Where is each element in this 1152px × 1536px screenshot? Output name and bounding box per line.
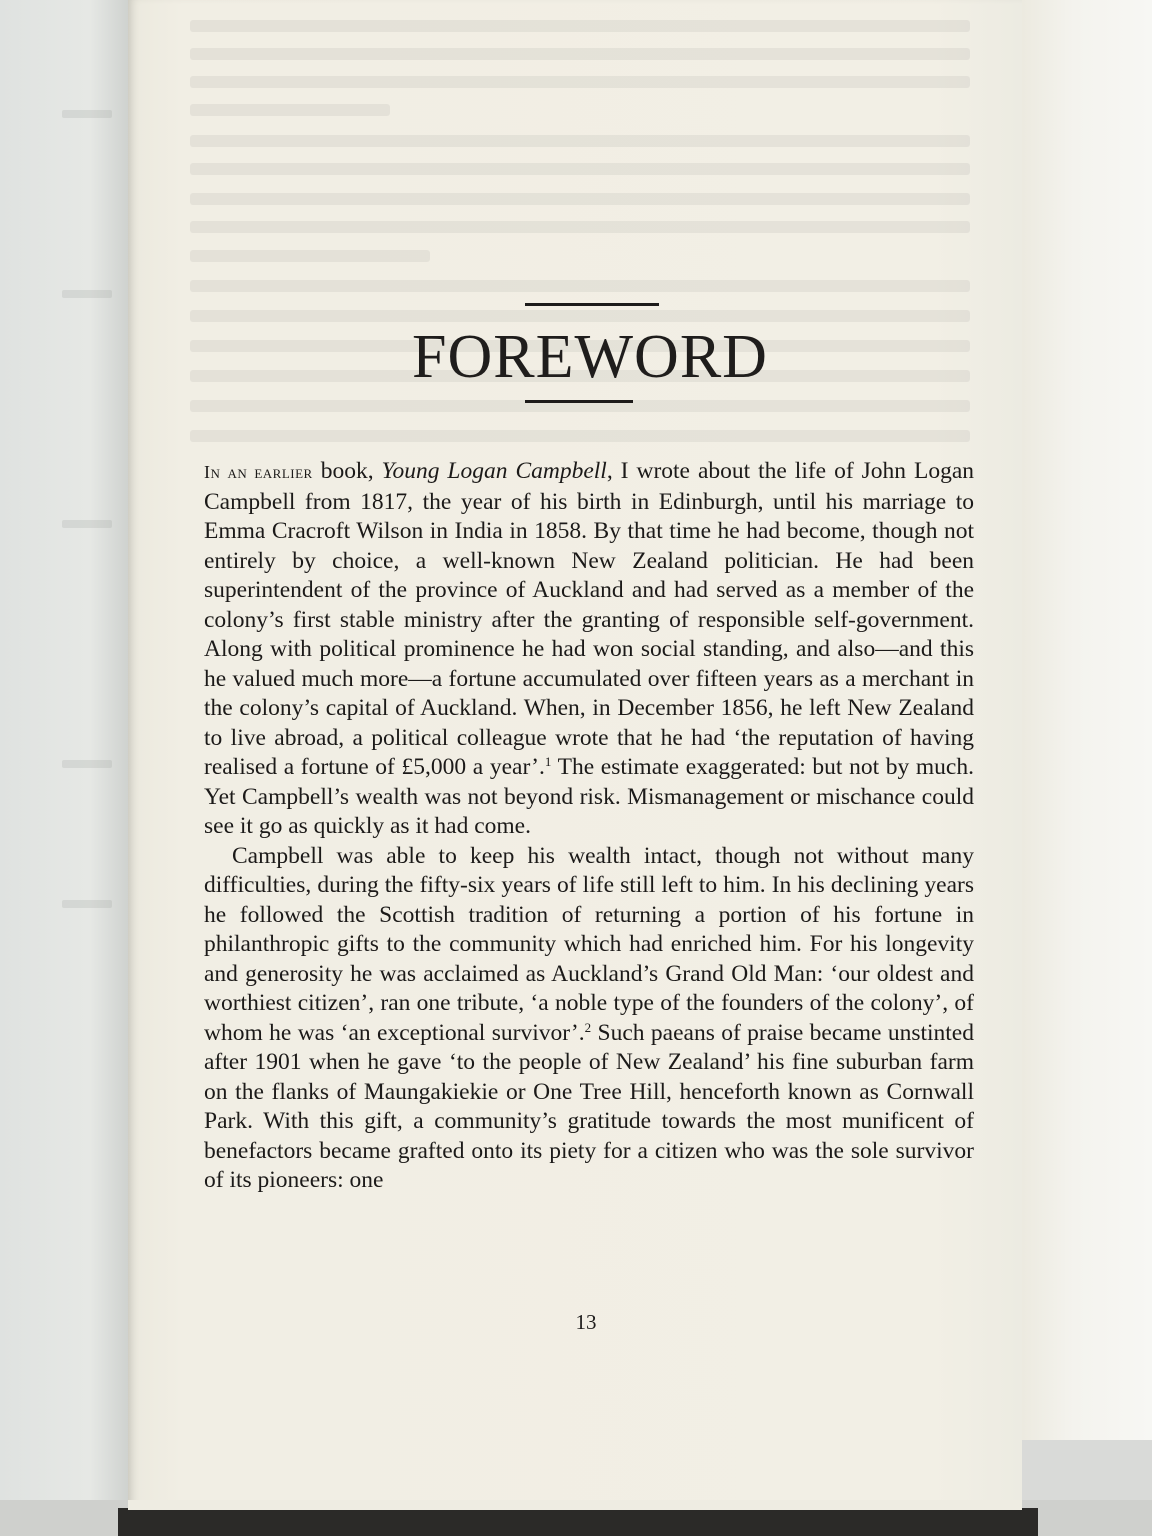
text-run: book, [312, 458, 382, 484]
book-cover-edge [0, 1500, 1152, 1536]
footnote-ref-2: 2 [584, 1019, 592, 1035]
page-title: FOREWORD [412, 323, 768, 391]
footnote-ref-1: 1 [544, 754, 552, 769]
text-run: Campbell was able to keep his wealth intact, though not without many difficulties, during the fifty-six years of life still left to him. In his declining years he followed the Scottish tradition of returning a portion of his fortune in philanthropic gifts to the community which had enriched him. For his longevity and generosity he was acclaimed as Auckland’s Grand Old Man: ‘our oldest and worthiest citizen’, ran one tribute, ‘a noble type of the founders of the colony’, of whom he was ‘an exceptional survivor’. [204, 842, 974, 1046]
foreword-text [204, 457, 974, 1196]
title-rule-top [525, 303, 659, 306]
book-title: Young Logan Campbell [381, 458, 607, 484]
paragraph-2 [204, 842, 974, 1196]
left-page-bleed-mark [62, 760, 112, 768]
page-number: 13 [575, 1310, 597, 1334]
left-page-bleed-mark [62, 110, 112, 118]
text-run: Such paeans of praise became unstinted after 1901 when he gave ‘to the people of New Zealand’ his fine suburban farm on the flanks of Maungakiekie or One Tree Hill, henceforth known as Cornwall Park. With this gift, a community’s gratitude towards the most munificent of benefactors became grafted onto its piety for a citizen who was the sole survivor of its pioneers: one [204, 1019, 974, 1193]
left-page-bleed-mark [62, 290, 112, 298]
text-run: The estimate exaggerated: but not by much. Yet Campbell’s wealth was not beyond risk. Mismanagement or mischance could see it go as quickly as it had come. [204, 754, 974, 839]
opening-small-caps: In an earlier [204, 462, 313, 482]
left-page-bleed-mark [62, 900, 112, 908]
left-page-bleed-mark [62, 520, 112, 528]
right-page-edge [1022, 0, 1152, 1440]
text-run: , I wrote about the life of John Logan Campbell from 1817, the year of his birth in Edinburgh, until his marriage to Emma Cracroft Wilson in India in 1858. By that time he had become, though not entirely by choice, a well-known New Zealand politician. He had been superintendent of the province of Auckland and had served as a member of the colony’s first stable ministry after the granting of responsible self-government. Along with political prominence he had won social standing, and also—and this he valued much more—a fortune accumulated over fifteen years as a merchant in the colony’s capital of Auckland. When, in December 1856, he left New Zealand to live abroad, a political colleague wrote that he had ‘the reputation of having realised a fortune of £5,000 a year’. [204, 458, 975, 780]
left-facing-page [0, 0, 128, 1536]
paragraph-1 [204, 457, 974, 842]
title-rule-bottom [525, 400, 633, 403]
